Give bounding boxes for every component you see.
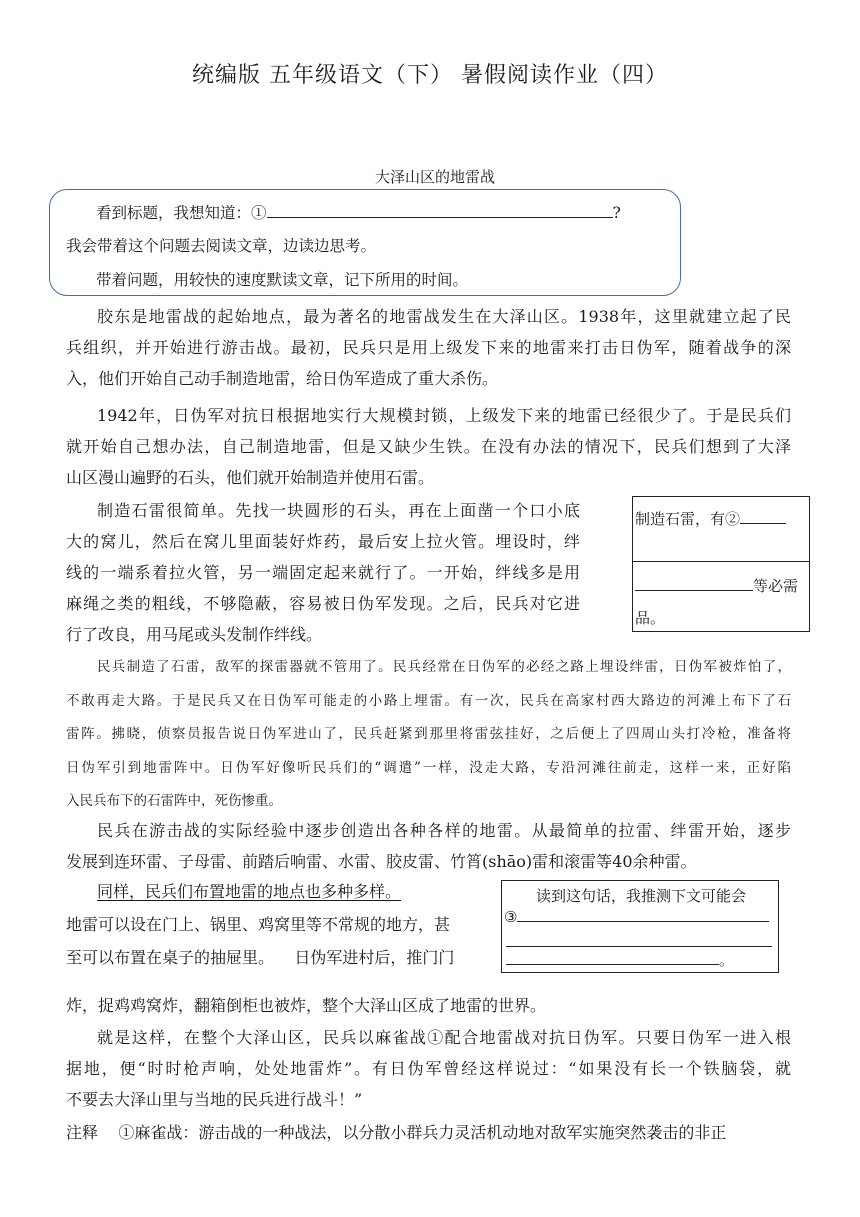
- paragraph-4: 民兵制造了石雷，敌军的探雷器就不管用了。民兵经常在日伪军的必经之路上埋设绊雷，日伪军被炸怕了， 不敢再走大路。于是民兵又在日伪军可能走的小路上埋雷。有一次，民兵在高家村西大路边的河滩上布下了石 雷阵。拂晓，侦察员报告说日伪军进山了，民兵赶紧到那里将雷弦挂好，之后便上了四周山头打冷枪，准备将 日伪军引到地雷阵中。日伪军好像听民兵们的“调遣”一样，没走大路，专沿河滩往前走，这样一来，正好陷 入民兵布下的石雷阵中，死伤惨重。: [66, 659, 791, 810]
- answer-blank-3a[interactable]: [517, 907, 769, 922]
- answer-blank-1[interactable]: [267, 203, 613, 218]
- answer-blank-3b[interactable]: [506, 946, 772, 947]
- paragraph-3: 制造石雷很简单。先找一块圆形的石头，再在上面凿一个口小底 大的窝儿，然后在窝儿里面装好炸药，最后安上拉火管。埋设时，绊 线的一端系着拉火管，另一端固定起来就行了。一开始，绊线多是用 麻绳之类的粗线，不够隐蔽，容易被日伪军发现。之后，民兵对它进 行了改良，用马尾或头发制作绊线。: [66, 501, 580, 644]
- paragraph-5: 民兵在游击战的实际经验中逐步创造出各种各样的地雷。从最简单的拉雷、绊雷开始，逐步 发展到连环雷、子母雷、前踏后响雷、水雷、胶皮雷、竹筲(shāo)雷和滚雷等40余种雷。: [66, 821, 791, 871]
- guide-line-1: 看到标题，我想知道：① ?: [96, 204, 621, 222]
- article-title: 大泽山区的地雷战: [374, 168, 495, 186]
- guide-line-2: 我会带着这个问题去阅读文章，边读边思考。: [66, 237, 377, 255]
- answer-blank-2a[interactable]: [740, 509, 786, 524]
- page-title: 统编版 五年级语文（下） 暑假阅读作业（四）: [192, 63, 668, 88]
- footnote: 注释 ①麻雀战：游击战的一种战法，以分散小群兵力灵活机动地对敌军实施突然袭击的非正: [66, 1123, 727, 1142]
- paragraph-1: 胶东是地雷战的起始地点，最为著名的地雷战发生在大泽山区。1938年，这里就建立起了民 兵组织，并开始进行游击战。最初，民兵只是用上级发下来的地雷来打击日伪军，随着战争的深 入，他们开始自己动手制造地雷，给日伪军造成了重大杀伤。: [66, 307, 791, 388]
- answer-blank-3c[interactable]: [506, 950, 719, 965]
- paragraph-2: 1942年，日伪军对抗日根据地实行大规模封锁，上级发下来的地雷已经很少了。于是民兵们 就开始自己想办法，自己制造地雷，但是又缺少生铁。在没有办法的情况下，民兵们想到了大泽 山区漫山遍野的石头，他们就开始制造并使用石雷。: [66, 406, 791, 487]
- annotation-box-3: 读到这句话，我推测下文可能会 ③ 。: [501, 880, 779, 973]
- paragraph-7: 就是这样，在整个大泽山区，民兵以麻雀战①配合地雷战对抗日伪军。只要日伪军一进入根 据地，便“时时枪声响，处处地雷炸”。有日伪军曾经这样说过：“如果没有长一个铁脑袋，就 不要去大泽山里与当地的民兵进行战斗！”: [66, 1028, 791, 1109]
- underlined-sentence: 同样，民兵们布置地雷的地点也多种多样。: [97, 882, 402, 901]
- guide-line-3: 带着问题，用较快的速度默读文章，记下所用的时间。: [96, 271, 469, 289]
- answer-blank-2b[interactable]: [633, 561, 809, 562]
- annotation-box-2: 制造石雷，有② 等必需 品。: [632, 496, 810, 632]
- answer-blank-2c[interactable]: [635, 576, 753, 591]
